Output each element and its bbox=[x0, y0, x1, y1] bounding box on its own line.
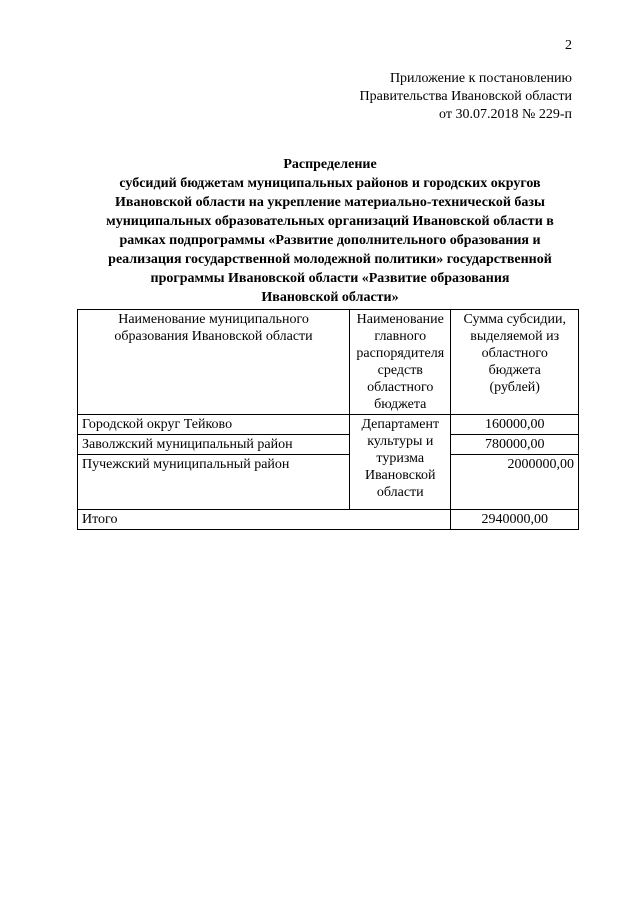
title-line: Ивановской области на укрепление материально-технической базы bbox=[115, 195, 545, 210]
title-line: муниципальных образовательных организаций Ивановской области в bbox=[106, 214, 554, 229]
total-row bbox=[78, 510, 579, 530]
total-sum: 2940000,00 bbox=[451, 510, 579, 530]
administrator-text: Ивановской bbox=[364, 468, 436, 483]
municipality-cell: Городской округ Тейково bbox=[78, 415, 350, 435]
appendix-line: Приложение к постановлению bbox=[389, 71, 572, 86]
header-municipality bbox=[78, 310, 350, 415]
header-text: Наименование муниципального bbox=[118, 312, 309, 327]
table-row bbox=[78, 415, 579, 435]
header-text: главного bbox=[374, 329, 427, 344]
header-text: бюджета bbox=[488, 363, 541, 378]
table-header-row bbox=[78, 310, 579, 415]
title-line: программы Ивановской области «Развитие образования bbox=[150, 271, 510, 286]
title-line: субсидий бюджетам муниципальных районов и городских округов bbox=[119, 176, 541, 191]
subsidy-table bbox=[77, 309, 579, 530]
subsidy-sum-cell: 2000000,00 bbox=[451, 455, 579, 510]
header-administrator bbox=[350, 310, 451, 415]
administrator-text: области bbox=[376, 485, 424, 500]
header-text: распорядителя bbox=[356, 346, 445, 361]
municipality-cell: Заволжский муниципальный район bbox=[78, 435, 350, 455]
appendix-block bbox=[360, 70, 572, 124]
table-row bbox=[78, 435, 579, 455]
appendix-line: Правительства Ивановской области bbox=[359, 89, 572, 104]
appendix-line: от 30.07.2018 № 229-п bbox=[439, 107, 572, 122]
header-subsidy-sum bbox=[451, 310, 579, 415]
subsidy-sum-cell: 780000,00 bbox=[451, 435, 579, 455]
page-number: 2 bbox=[565, 38, 572, 53]
header-text: Сумма субсидии, bbox=[463, 312, 566, 327]
administrator-text: Департамент bbox=[361, 417, 440, 432]
header-text: областного bbox=[367, 380, 434, 395]
title-line: реализация государственной молодежной политики» государственной bbox=[108, 252, 552, 267]
administrator-text: туризма bbox=[376, 451, 425, 466]
header-text: Наименование bbox=[356, 312, 444, 327]
header-text: средств bbox=[377, 363, 423, 378]
subsidy-sum-cell: 160000,00 bbox=[451, 415, 579, 435]
header-text: образования Ивановской области bbox=[114, 329, 313, 344]
title-line: Ивановской области» bbox=[261, 290, 399, 305]
table-row bbox=[78, 455, 579, 510]
header-text: областного bbox=[481, 346, 548, 361]
header-text: (рублей) bbox=[489, 380, 540, 395]
administrator-cell bbox=[350, 415, 451, 510]
header-text: бюджета bbox=[374, 397, 427, 412]
total-label: Итого bbox=[78, 510, 451, 530]
header-text: выделяемой из bbox=[470, 329, 560, 344]
administrator-text: культуры и bbox=[367, 434, 434, 449]
municipality-cell: Пучежский муниципальный район bbox=[78, 455, 350, 510]
title-line: рамках подпрограммы «Развитие дополнительного образования и bbox=[119, 233, 541, 248]
title-line: Распределение bbox=[283, 157, 377, 172]
document-title bbox=[70, 155, 590, 307]
